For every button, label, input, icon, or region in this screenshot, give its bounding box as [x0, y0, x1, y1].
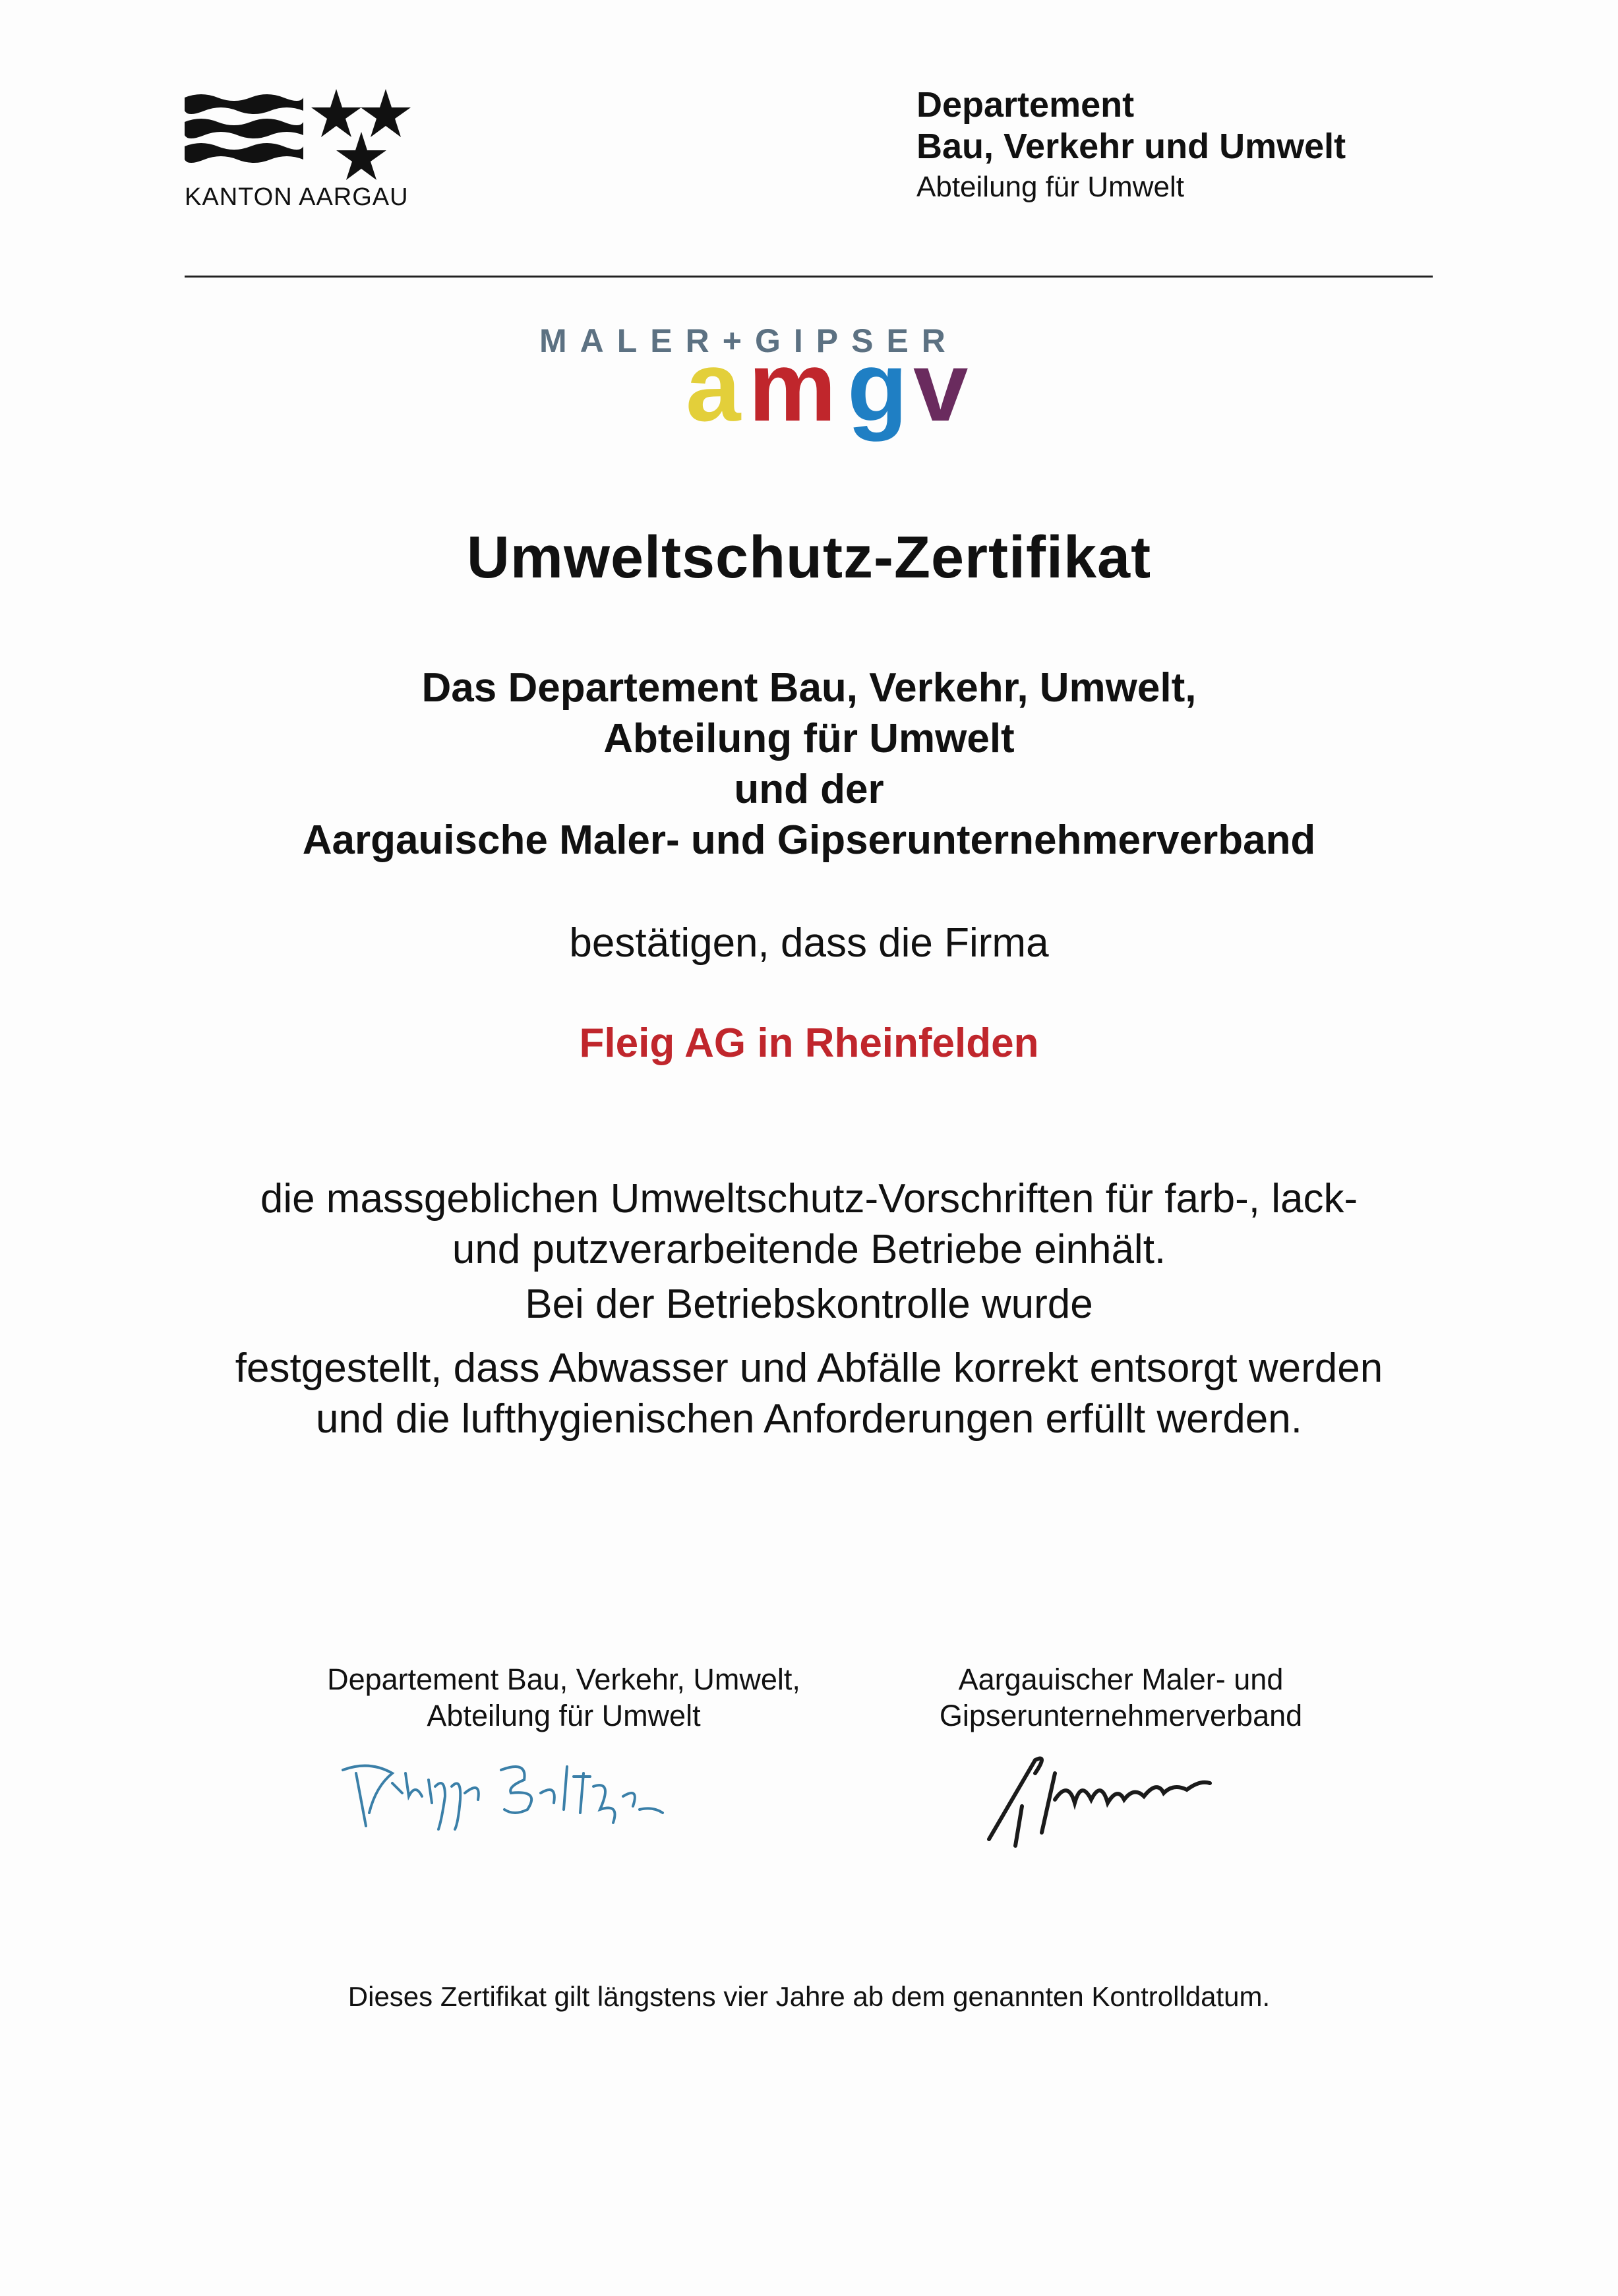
confirm-text: bestätigen, dass die Firma	[569, 920, 1049, 966]
amgv-letter-v: v	[913, 348, 969, 442]
amgv-letter-m: m	[748, 348, 837, 442]
amgv-logo	[686, 348, 1081, 480]
amgv-letter-g: g	[847, 348, 908, 442]
issuer-line: Abteilung für Umwelt	[603, 716, 1015, 761]
statement-line: und die lufthygienischen Anforderungen erfüllt werden.	[316, 1396, 1302, 1442]
header-divider	[185, 276, 1433, 278]
issuer-line: Das Departement Bau, Verkehr, Umwelt,	[421, 665, 1197, 711]
department-line-2: Bau, Verkehr und Umwelt	[916, 127, 1346, 166]
right-signatory-label: Aargauischer Maler- und	[958, 1663, 1284, 1696]
issuer-line: Aargauische Maler- und Gipserunternehmerverband	[302, 817, 1316, 863]
department-address	[916, 84, 1346, 207]
amgv-letter-a: a	[686, 348, 741, 442]
statement-line: und putzverarbeitende Betriebe einhält.	[452, 1227, 1166, 1272]
right-signature-image	[976, 1740, 1240, 1852]
certificate-title: Umweltschutz-Zertifikat	[466, 525, 1152, 591]
validity-note: Dieses Zertifikat gilt längstens vier Jahre ab dem genannten Kontrolldatum.	[347, 1981, 1271, 2012]
left-signatory-label: Abteilung für Umwelt	[427, 1699, 701, 1732]
left-signatory-label: Departement Bau, Verkehr, Umwelt,	[327, 1663, 800, 1696]
canton-logo-text: KANTON AARGAU	[185, 183, 409, 211]
left-signature-image	[330, 1747, 673, 1846]
stars-icon	[311, 89, 411, 180]
right-signatory-label: Gipserunternehmerverband	[939, 1699, 1303, 1732]
waves-icon	[185, 94, 303, 163]
department-line-3: Abteilung für Umwelt	[916, 171, 1184, 203]
department-line-1: Departement	[916, 85, 1135, 125]
statement-line: festgestellt, dass Abwasser und Abfälle korrekt entsorgt werden	[235, 1345, 1383, 1391]
issuer-line: und der	[734, 767, 884, 812]
statement-line: Bei der Betriebskontrolle wurde	[525, 1281, 1093, 1327]
association-logo-top-text: MALER+GIPSER	[539, 322, 959, 359]
statement-line: die massgeblichen Umweltschutz-Vorschriften für farb-, lack-	[260, 1176, 1358, 1222]
company-name: Fleig AG in Rheinfelden	[579, 1020, 1039, 1066]
